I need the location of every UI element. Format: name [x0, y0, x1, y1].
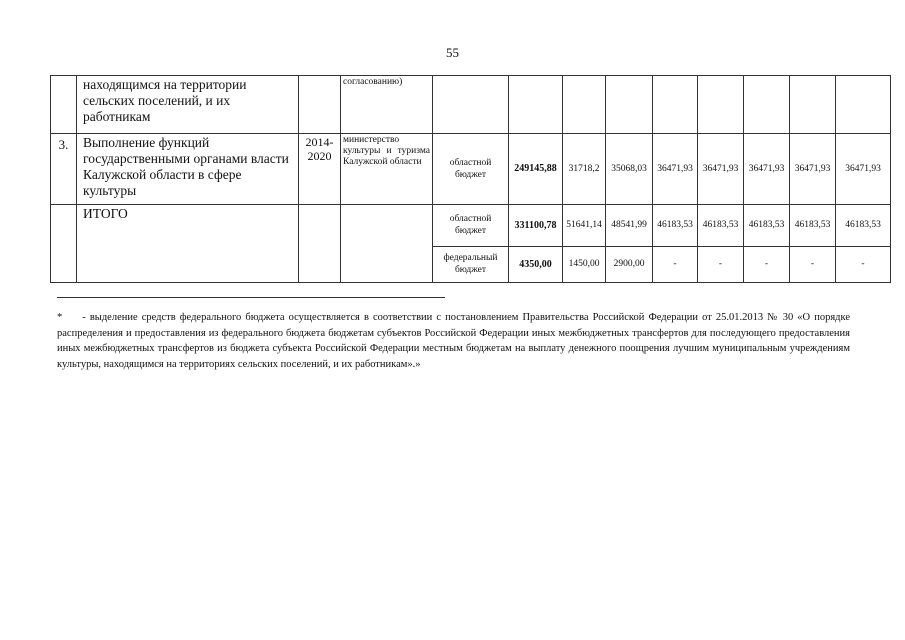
footnote [57, 310, 850, 372]
activity-name-cell: Выполнение функций государственными органами власти Калужской области в сфере культуры [77, 134, 299, 204]
source-cell [433, 76, 509, 134]
value-cell: - [653, 246, 698, 282]
years-text: 2014-2020 [305, 135, 334, 164]
page-number: 55 [446, 45, 459, 60]
value-cell [653, 76, 698, 134]
source-cell: областной бюджет [433, 134, 509, 204]
footnote-mark: * [57, 312, 63, 323]
years-cell [299, 204, 341, 282]
value-cell [606, 76, 653, 134]
value-cell: 36471,93 [836, 134, 891, 204]
value-cell [563, 76, 606, 134]
years-cell [299, 134, 341, 204]
value-cell [836, 76, 891, 134]
value-cell: 1450,00 [563, 246, 606, 282]
value-cell: 31718,2 [563, 134, 606, 204]
footnote-separator [57, 297, 445, 298]
value-cell [698, 76, 744, 134]
footnote-text: - выделение средств федерального бюджета осуществляется в соответствии с постановлением Правительства Российской Федерации от 25.01.2013 № 30 «О порядке распределения и предоставления из федерального бюджета бюджетам субъектов Российской Федерации иных межбюджетных трансфертов для последующего предоставления иных межбюджетных трансфертов из бюджета субъекта Российской Федерации местным бюджетам на выплату денежного поощрения лучшим муниципальным учреждениям культуры, находящимся на территориях сельских поселений, и их работникам».» [57, 312, 850, 370]
value-cell: 46183,53 [653, 204, 698, 246]
executor-cell [341, 204, 433, 282]
value-cell: - [790, 246, 836, 282]
table-row-total-regional [51, 204, 891, 246]
source-cell: областной бюджет [433, 204, 509, 246]
value-cell: 36471,93 [698, 134, 744, 204]
row-number-cell [51, 76, 77, 134]
value-cell: 48541,99 [606, 204, 653, 246]
table-row-continued [51, 76, 891, 134]
value-cell: 36471,93 [744, 134, 790, 204]
row-number-cell [51, 204, 77, 282]
value-cell: 46183,53 [698, 204, 744, 246]
executor-cell: согласованию) [341, 76, 433, 134]
value-cell: 46183,53 [790, 204, 836, 246]
value-cell: 35068,03 [606, 134, 653, 204]
value-cell: 2900,00 [606, 246, 653, 282]
executor-cell: министерство культуры и туризма Калужской области [341, 134, 433, 204]
value-cell: 46183,53 [744, 204, 790, 246]
budget-table [50, 75, 891, 283]
total-value-cell: 331100,78 [509, 204, 563, 246]
total-value-cell: 4350,00 [509, 246, 563, 282]
row-number-cell: 3. [51, 134, 77, 204]
table-row-3 [51, 134, 891, 204]
value-cell: 36471,93 [653, 134, 698, 204]
value-cell: - [698, 246, 744, 282]
value-cell: 36471,93 [790, 134, 836, 204]
total-label-cell: ИТОГО [77, 204, 299, 282]
value-cell [790, 76, 836, 134]
total-value-cell: 249145,88 [509, 134, 563, 204]
value-cell [509, 76, 563, 134]
value-cell: - [836, 246, 891, 282]
activity-name-cell: находящимся на территории сельских поселений, и их работникам [77, 76, 299, 134]
value-cell: - [744, 246, 790, 282]
source-cell: федеральный бюджет [433, 246, 509, 282]
years-cell [299, 76, 341, 134]
value-cell [744, 76, 790, 134]
value-cell: 46183,53 [836, 204, 891, 246]
value-cell: 51641,14 [563, 204, 606, 246]
